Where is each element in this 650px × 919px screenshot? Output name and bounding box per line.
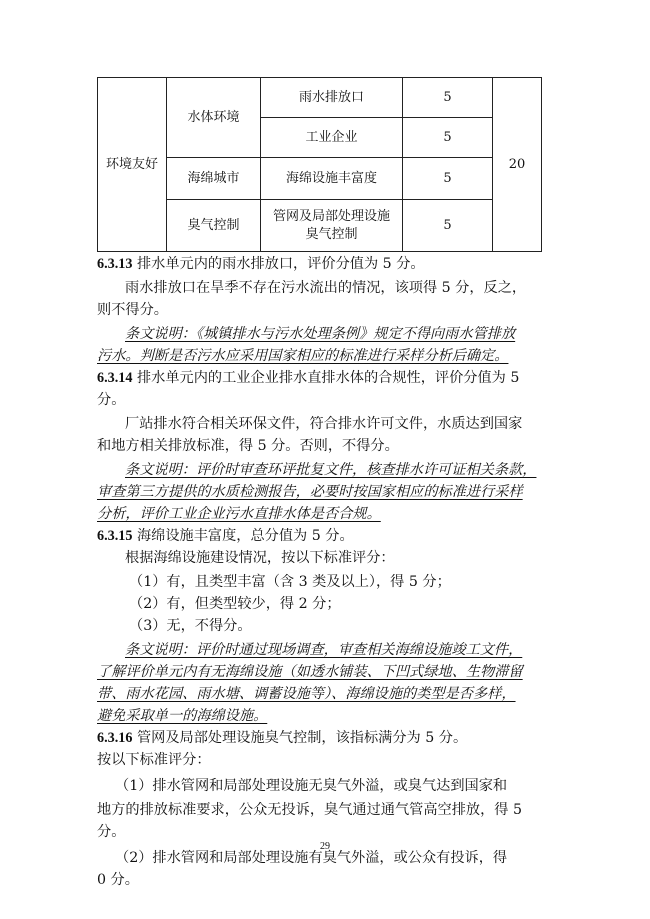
clause-heading: 6.3.13 排水单元内的雨水排放口，评价分值为 5 分。: [97, 256, 425, 272]
clause-heading: 6.3.14 排水单元内的工业企业排水直排水体的合规性，评价分值为 5: [97, 370, 520, 386]
item-cell: 工业企业: [261, 118, 403, 158]
note-line: 带、雨水花园、雨水塘、调蓄设施等）、海绵设施的类型是否多样，: [97, 686, 516, 702]
item-cell: [261, 200, 403, 252]
category-cell: 环境友好: [98, 78, 167, 252]
list-item: （1）有，且类型丰富（含 3 类及以上），得 5 分；: [129, 574, 451, 590]
paragraph-line: 地方的排放标准要求，公众无投诉，臭气通过通气管高空排放，得 5: [97, 802, 522, 818]
note-line: 条文说明：评价时审查环评批复文件，核查排水许可证相关条款，: [125, 462, 537, 478]
list-item: （2）排水管网和局部处理设施有臭气外溢，或公众有投诉，得: [115, 850, 508, 866]
list-item: （2）有，但类型较少，得 2 分；: [129, 596, 341, 612]
clause-heading: 6.3.16 管网及局部处理设施臭气控制，该指标满分为 5 分。: [97, 730, 468, 746]
item-cell: 海绵设施丰富度: [261, 158, 403, 200]
note-line: 污水。判断是否污水应采用国家相应的标准进行采样分析后确定。: [97, 348, 509, 364]
note-line: 避免采取单一的海绵设施。: [97, 708, 268, 724]
item-cell: 雨水排放口: [261, 78, 403, 118]
note-line: 分析，评价工业企业污水直排水体是否合规。: [97, 506, 381, 522]
paragraph-line: 和地方相关排放标准，得 5 分。否则，不得分。: [97, 438, 399, 454]
clause-number: 6.3.16: [97, 730, 133, 746]
score-table: [97, 77, 542, 252]
note-line: 条文说明：评价时通过现场调查，审查相关海绵设施竣工文件，: [125, 642, 523, 658]
clause-number: 6.3.15: [97, 528, 133, 544]
paragraph-line: 按以下标准评分：: [97, 752, 211, 768]
paragraph-line: 分。: [97, 824, 126, 840]
paragraph-line: 雨水排放口在旱季不存在污水流出的情况，该项得 5 分，反之，: [125, 280, 527, 296]
clause-heading: 6.3.15 海绵设施丰富度，总分值为 5 分。: [97, 528, 354, 544]
score-cell: 5: [403, 78, 493, 118]
paragraph-line: 厂站排水符合相关环保文件，符合排水许可文件，水质达到国家: [125, 416, 523, 432]
note-line: 审查第三方提供的水质检测报告，必要时按国家相应的标准进行采样: [97, 484, 523, 500]
clause-number: 6.3.13: [97, 256, 133, 272]
group-cell: 臭气控制: [167, 200, 261, 252]
score-cell: 5: [403, 200, 493, 252]
total-cell: 20: [493, 78, 542, 252]
paragraph-line: 0 分。: [97, 872, 139, 888]
list-item: （1）排水管网和局部处理设施无臭气外溢，或臭气达到国家和: [115, 778, 508, 794]
item-line: 臭气控制: [305, 226, 358, 242]
list-item: （3）无，不得分。: [129, 618, 252, 634]
paragraph-line: 则不得分。: [97, 302, 168, 318]
score-cell: 5: [403, 158, 493, 200]
note-line: 了解评价单元内有无海绵设施（如透水铺装、下凹式绿地、生物滞留: [97, 664, 523, 680]
clause-number: 6.3.14: [97, 370, 133, 386]
note-line: 条文说明：《城镇排水与污水处理条例》规定不得向雨水管排放: [125, 326, 516, 342]
score-cell: 5: [403, 118, 493, 158]
table-row: [98, 78, 542, 118]
item-line: 管网及局部处理设施: [272, 208, 390, 224]
paragraph-line: 根据海绵设施建设情况，按以下标准评分：: [125, 550, 395, 566]
group-cell: 水体环境: [167, 78, 261, 158]
page-number: 29: [320, 841, 330, 852]
paragraph-line: 分。: [97, 392, 126, 408]
group-cell: 海绵城市: [167, 158, 261, 200]
